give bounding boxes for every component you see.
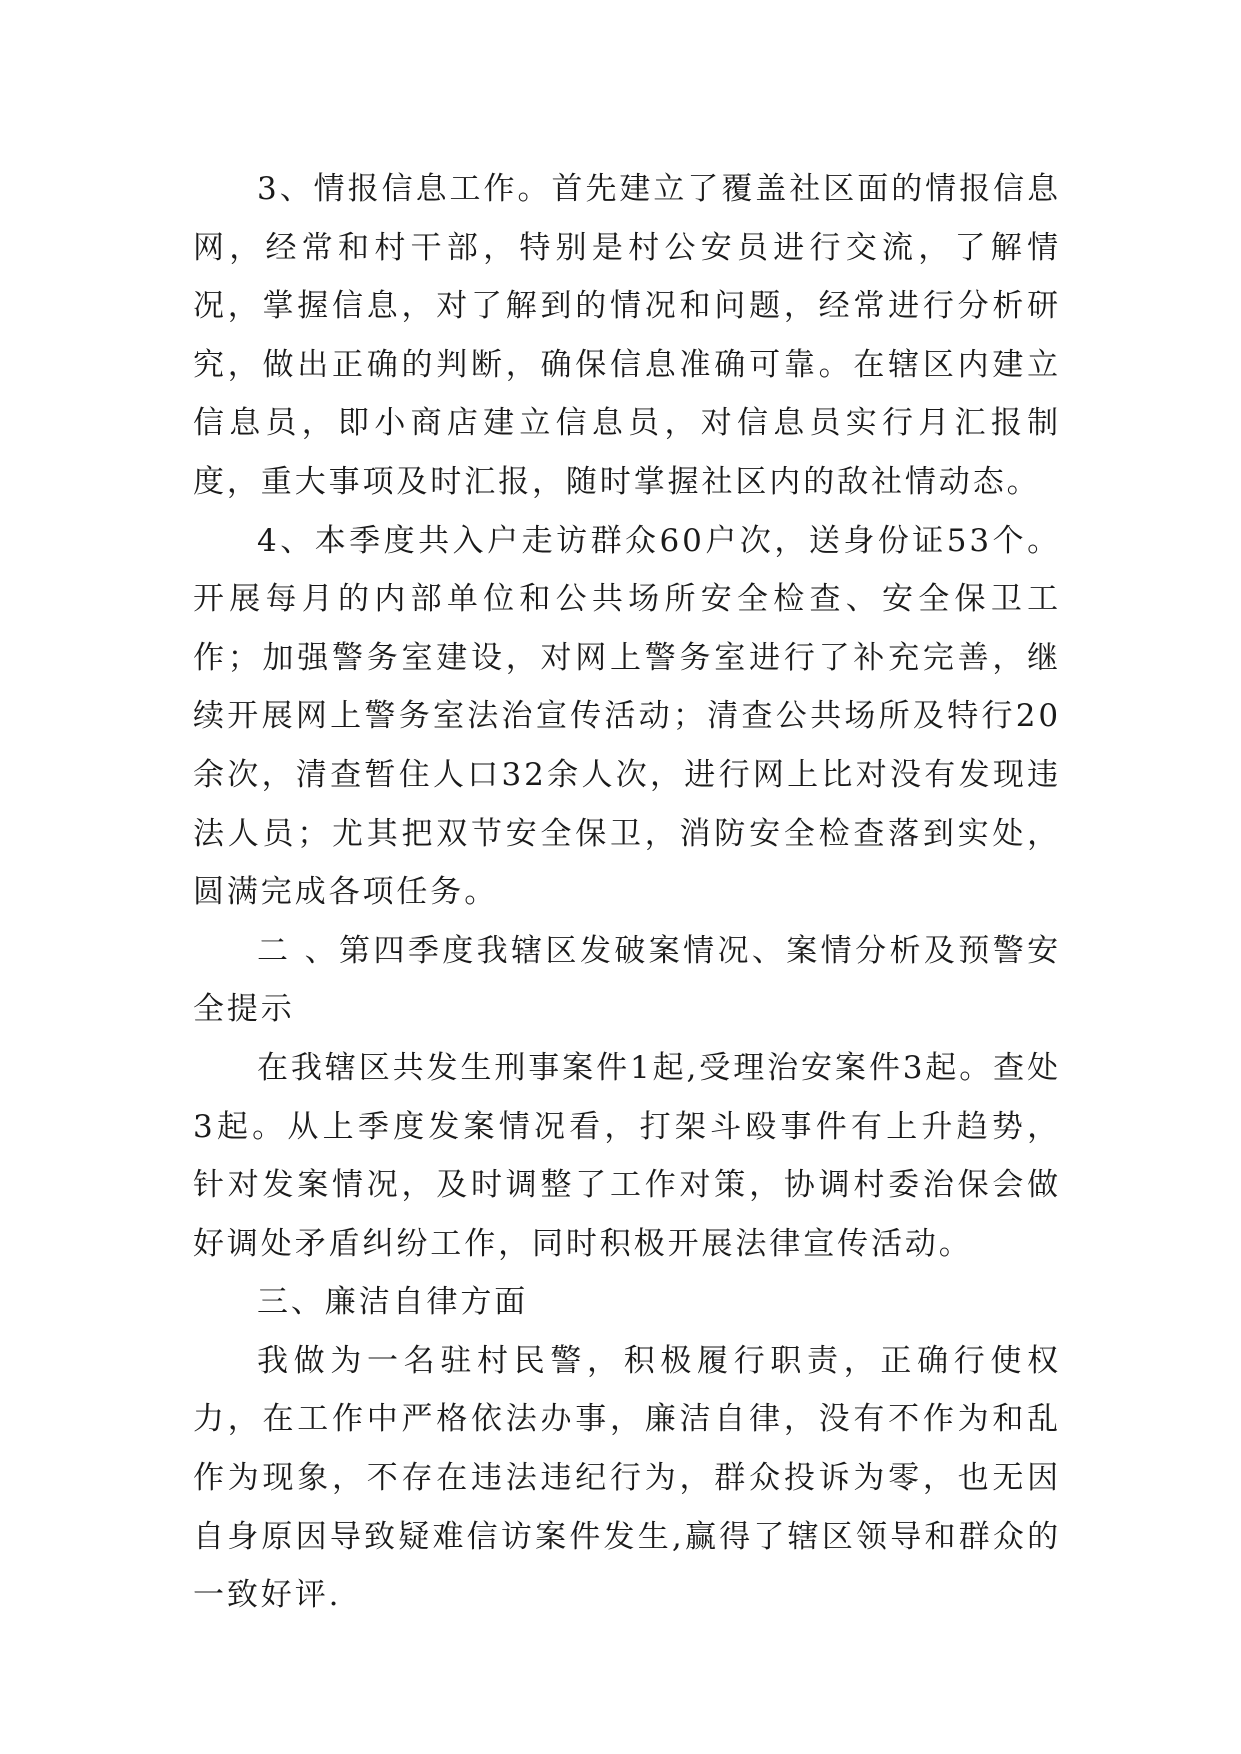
paragraph-intelligence-work: 3、情报信息工作。首先建立了覆盖社区面的情报信息网，经常和村干部，特别是村公安员进行交流，了解情况，掌握信息，对了解到的情况和问题，经常进行分析研究，做出正确的判断，确保信息准确可靠。在辖区内建立信息员，即小商店建立信息员，对信息员实行月汇报制度，重大事项及时汇报，随时掌握社区内的敌社情动态。 [193, 171, 1061, 500]
section-heading-integrity: 三、廉洁自律方面 [257, 1284, 529, 1321]
section-heading-case-analysis: 二 、第四季度我辖区发破案情况、案情分析及预警安全提示 [193, 932, 1061, 1028]
paragraph-case-statistics: 在我辖区共发生刑事案件1起,受理治安案件3起。查处3起。从上季度发案情况看，打架斗殴事件有上升趋势，针对发案情况，及时调整了工作对策，协调村委治保会做好调处矛盾纠纷工作，同时积极开展法律宣传活动。 [193, 1049, 1061, 1262]
document-body [193, 160, 1061, 1625]
paragraph-quarter-visits: 4、本季度共入户走访群众60户次，送身份证53个。开展每月的内部单位和公共场所安全检查、安全保卫工作；加强警务室建设，对网上警务室进行了补充完善，继续开展网上警务室法治宣传活动；清查公共场所及特行20余次，清查暂住人口32余人次，进行网上比对没有发现违法人员；尤其把双节安全保卫，消防安全检查落到实处，圆满完成各项任务。 [193, 522, 1061, 911]
paragraph-integrity: 我做为一名驻村民警，积极履行职责，正确行使权力，在工作中严格依法办事，廉洁自律，没有不作为和乱作为现象，不存在违法违纪行为，群众投诉为零，也无因自身原因导致疑难信访案件发生,赢得了辖区领导和群众的一致好评. [193, 1342, 1061, 1614]
